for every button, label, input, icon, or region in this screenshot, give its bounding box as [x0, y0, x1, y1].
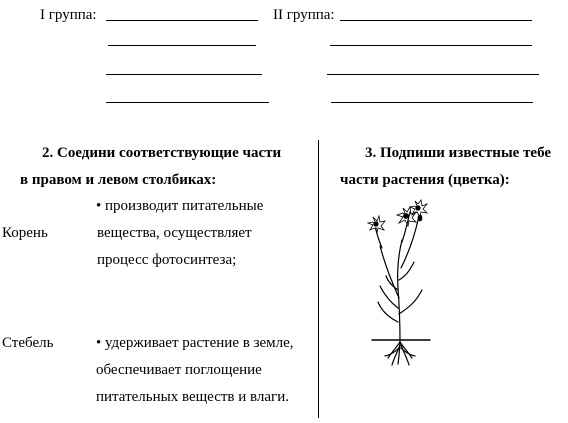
group-2-answer-line-4[interactable]	[331, 102, 533, 103]
group-2-answer-line-1[interactable]	[340, 20, 532, 21]
task-2-title-line-1: 2. Соедини соответствующие части	[42, 145, 282, 161]
group-2-answer-line-2[interactable]	[330, 45, 532, 46]
description-2-line-3: питательных веществ и влаги.	[96, 389, 289, 405]
group-1-label: I группа:	[40, 7, 97, 23]
left-item-stem[interactable]: Стебель	[2, 335, 54, 351]
description-2-line-2: обеспечивает поглощение	[96, 362, 262, 378]
description-2-line-1: • удерживает растение в земле,	[96, 335, 294, 351]
description-1-line-3: процесс фотосинтеза;	[97, 252, 237, 268]
group-1-answer-line-1[interactable]	[106, 20, 258, 21]
group-1-answer-line-2[interactable]	[108, 45, 256, 46]
group-1-answer-line-3[interactable]	[106, 74, 262, 75]
task-2-title-line-2: в правом и левом столбиках:	[20, 172, 217, 188]
left-item-root[interactable]: Корень	[2, 225, 48, 241]
group-2-label: II группа:	[273, 7, 335, 23]
group-2-answer-line-3[interactable]	[327, 74, 539, 75]
description-1-line-1: • производит питательные	[96, 198, 264, 214]
column-divider	[318, 140, 319, 418]
description-1-line-2: вещества, осуществляет	[97, 225, 252, 241]
cornflower-plant-icon	[352, 190, 452, 370]
task-3-title-line-1: 3. Подпиши известные тебе	[365, 145, 552, 161]
task-3-title-line-2: части растения (цветка):	[340, 172, 510, 188]
group-1-answer-line-4[interactable]	[106, 102, 269, 103]
